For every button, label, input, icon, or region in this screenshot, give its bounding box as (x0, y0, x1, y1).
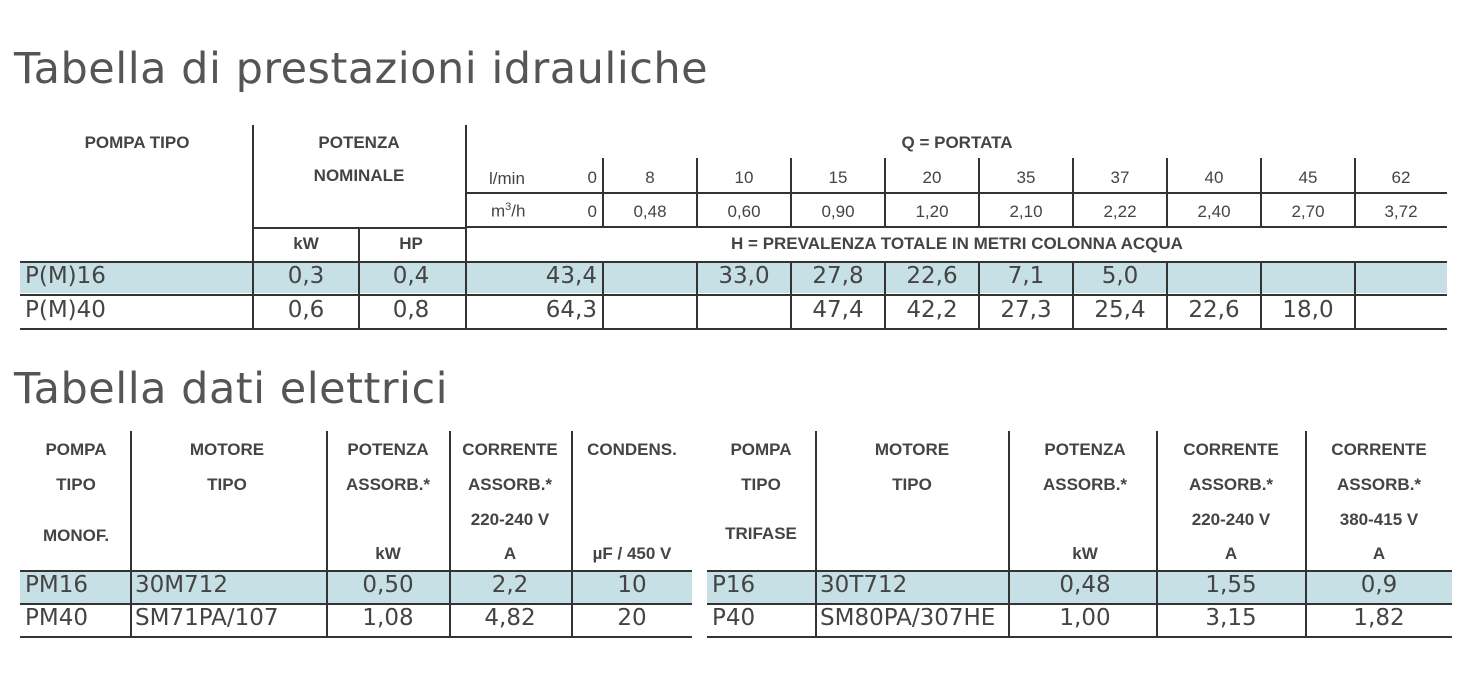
header-prevalenza: H = PREVALENZA TOTALE IN METRI COLONNA ACQUA (731, 234, 1183, 253)
power-hp: 0,8 (392, 297, 430, 323)
head-value: 33,0 (718, 263, 770, 289)
motor-type: 30M712 (135, 572, 229, 598)
pump-model: P16 (712, 572, 756, 598)
power-kw: 1,00 (1059, 605, 1111, 631)
flow-m3h-value: 2,70 (1291, 202, 1325, 221)
flow-lmin-value: 45 (1298, 168, 1318, 187)
motor-type: SM71PA/107 (135, 605, 279, 631)
header-corrente-1-assorb: ASSORB.* (1188, 475, 1274, 494)
divider (1305, 431, 1307, 637)
flow-lmin-value: 40 (1204, 168, 1224, 187)
current-a-220: 1,55 (1205, 572, 1257, 598)
head-value: 64,3 (545, 297, 597, 323)
divider (449, 431, 451, 637)
pump-model: P(M)40 (25, 297, 106, 323)
label-m3h: $m^3/h$ (491, 201, 526, 221)
power-kw: 1,08 (362, 605, 414, 631)
head-value: 5,0 (1101, 263, 1139, 289)
divider (571, 431, 573, 637)
header-ampere: A (503, 544, 517, 563)
header-tipo: TIPO (56, 475, 96, 494)
flow-lmin-value: 20 (922, 168, 942, 187)
divider (815, 431, 817, 637)
head-value: 42,2 (906, 297, 958, 323)
header-trifase: TRIFASE (725, 524, 797, 543)
header-capacitance: µF / 450 V (592, 544, 672, 563)
pump-model: PM40 (25, 605, 88, 631)
header-kw: kW (375, 544, 401, 563)
capacitor-uf: 10 (617, 572, 647, 598)
header-motore-tipo: TIPO (207, 475, 247, 494)
divider (20, 328, 1447, 330)
motor-type: SM80PA/307HE (820, 605, 996, 631)
head-value: 22,6 (906, 263, 958, 289)
motor-type: 30T712 (820, 572, 908, 598)
flow-lmin-value: 37 (1110, 168, 1130, 187)
divider (358, 227, 360, 329)
header-ampere-1: A (1224, 544, 1238, 563)
header-motore: MOTORE (189, 440, 265, 459)
header-kw: kW (293, 234, 319, 253)
head-value: 25,4 (1094, 297, 1146, 323)
flow-lmin-value: 10 (734, 168, 754, 187)
power-kw: 0,48 (1059, 572, 1111, 598)
current-a-380: 1,82 (1353, 605, 1405, 631)
header-potenza: POTENZA (1044, 440, 1126, 459)
header-motore-tipo: TIPO (892, 475, 932, 494)
header-assorb: ASSORB.* (1042, 475, 1128, 494)
flow-lmin-value: 0 (587, 168, 597, 187)
power-kw: 0,6 (287, 297, 325, 323)
header-corrente-assorb: ASSORB.* (467, 475, 553, 494)
electrical-table-title: Tabella dati elettrici (14, 364, 449, 414)
pump-model: P40 (712, 605, 756, 631)
divider (326, 431, 328, 637)
flow-m3h-value: 2,10 (1009, 202, 1043, 221)
header-pompa: POMPA (45, 440, 107, 459)
power-kw: 0,50 (362, 572, 414, 598)
divider (253, 227, 465, 229)
header-pompa-tipo: POMPA TIPO (84, 133, 190, 152)
header-voltage-1: 220-240 V (1191, 510, 1271, 529)
header-corrente-1: CORRENTE (1183, 440, 1279, 459)
header-potenza: POTENZA (347, 440, 429, 459)
head-value: 27,3 (1000, 297, 1052, 323)
pump-model: P(M)16 (25, 263, 106, 289)
flow-m3h-value: 0,90 (821, 202, 855, 221)
header-motore: MOTORE (874, 440, 950, 459)
flow-m3h-value: 0,60 (727, 202, 761, 221)
header-corrente-2-assorb: ASSORB.* (1336, 475, 1422, 494)
header-voltage: 220-240 V (470, 510, 550, 529)
head-value: 18,0 (1282, 297, 1334, 323)
power-hp: 0,4 (392, 263, 430, 289)
header-hp: HP (399, 234, 423, 253)
flow-m3h-value: 0,48 (633, 202, 667, 221)
header-assorb: ASSORB.* (345, 475, 431, 494)
divider (20, 570, 692, 572)
divider (1008, 431, 1010, 637)
divider (130, 431, 132, 637)
power-kw: 0,3 (287, 263, 325, 289)
divider (20, 636, 692, 638)
header-voltage-2: 380-415 V (1339, 510, 1419, 529)
header-pompa: POMPA (730, 440, 792, 459)
header-corrente: CORRENTE (462, 440, 558, 459)
row-highlight (20, 571, 692, 603)
flow-m3h-value: 2,40 (1197, 202, 1231, 221)
head-value: 47,4 (812, 297, 864, 323)
hydraulic-table-title: Tabella di prestazioni idrauliche (14, 44, 709, 94)
divider (20, 294, 1447, 296)
pump-model: PM16 (25, 572, 88, 598)
label-lmin: l/min (489, 169, 525, 188)
header-corrente-2: CORRENTE (1331, 440, 1427, 459)
flow-m3h-value: 0 (587, 202, 597, 221)
head-value: 22,6 (1188, 297, 1240, 323)
flow-lmin-value: 15 (828, 168, 848, 187)
header-potenza: POTENZA (318, 133, 400, 152)
header-kw: kW (1072, 544, 1098, 563)
divider (466, 226, 1447, 228)
divider (466, 192, 1447, 194)
head-value: 7,1 (1007, 263, 1045, 289)
current-a-380: 0,9 (1360, 572, 1398, 598)
header-condens: CONDENS. (587, 440, 677, 459)
header-portata: Q = PORTATA (901, 133, 1013, 152)
divider (20, 261, 1447, 263)
head-value: 27,8 (812, 263, 864, 289)
flow-m3h-value: 2,22 (1103, 202, 1137, 221)
divider (707, 636, 1452, 638)
divider (1156, 431, 1158, 637)
head-value: 43,4 (545, 263, 597, 289)
current-a-220: 3,15 (1205, 605, 1257, 631)
current-a: 4,82 (484, 605, 536, 631)
divider (707, 570, 1452, 572)
flow-m3h-value: 1,20 (915, 202, 949, 221)
current-a: 2,2 (491, 572, 529, 598)
header-tipo: TIPO (741, 475, 781, 494)
flow-lmin-value: 62 (1391, 168, 1411, 187)
divider (707, 603, 1452, 605)
flow-m3h-value: 3,72 (1384, 202, 1418, 221)
capacitor-uf: 20 (617, 605, 647, 631)
header-monof: MONOF. (42, 526, 110, 545)
flow-lmin-value: 8 (645, 168, 655, 187)
header-ampere-2: A (1372, 544, 1386, 563)
divider (20, 603, 692, 605)
header-nominale: NOMINALE (313, 166, 405, 185)
flow-lmin-value: 35 (1016, 168, 1036, 187)
